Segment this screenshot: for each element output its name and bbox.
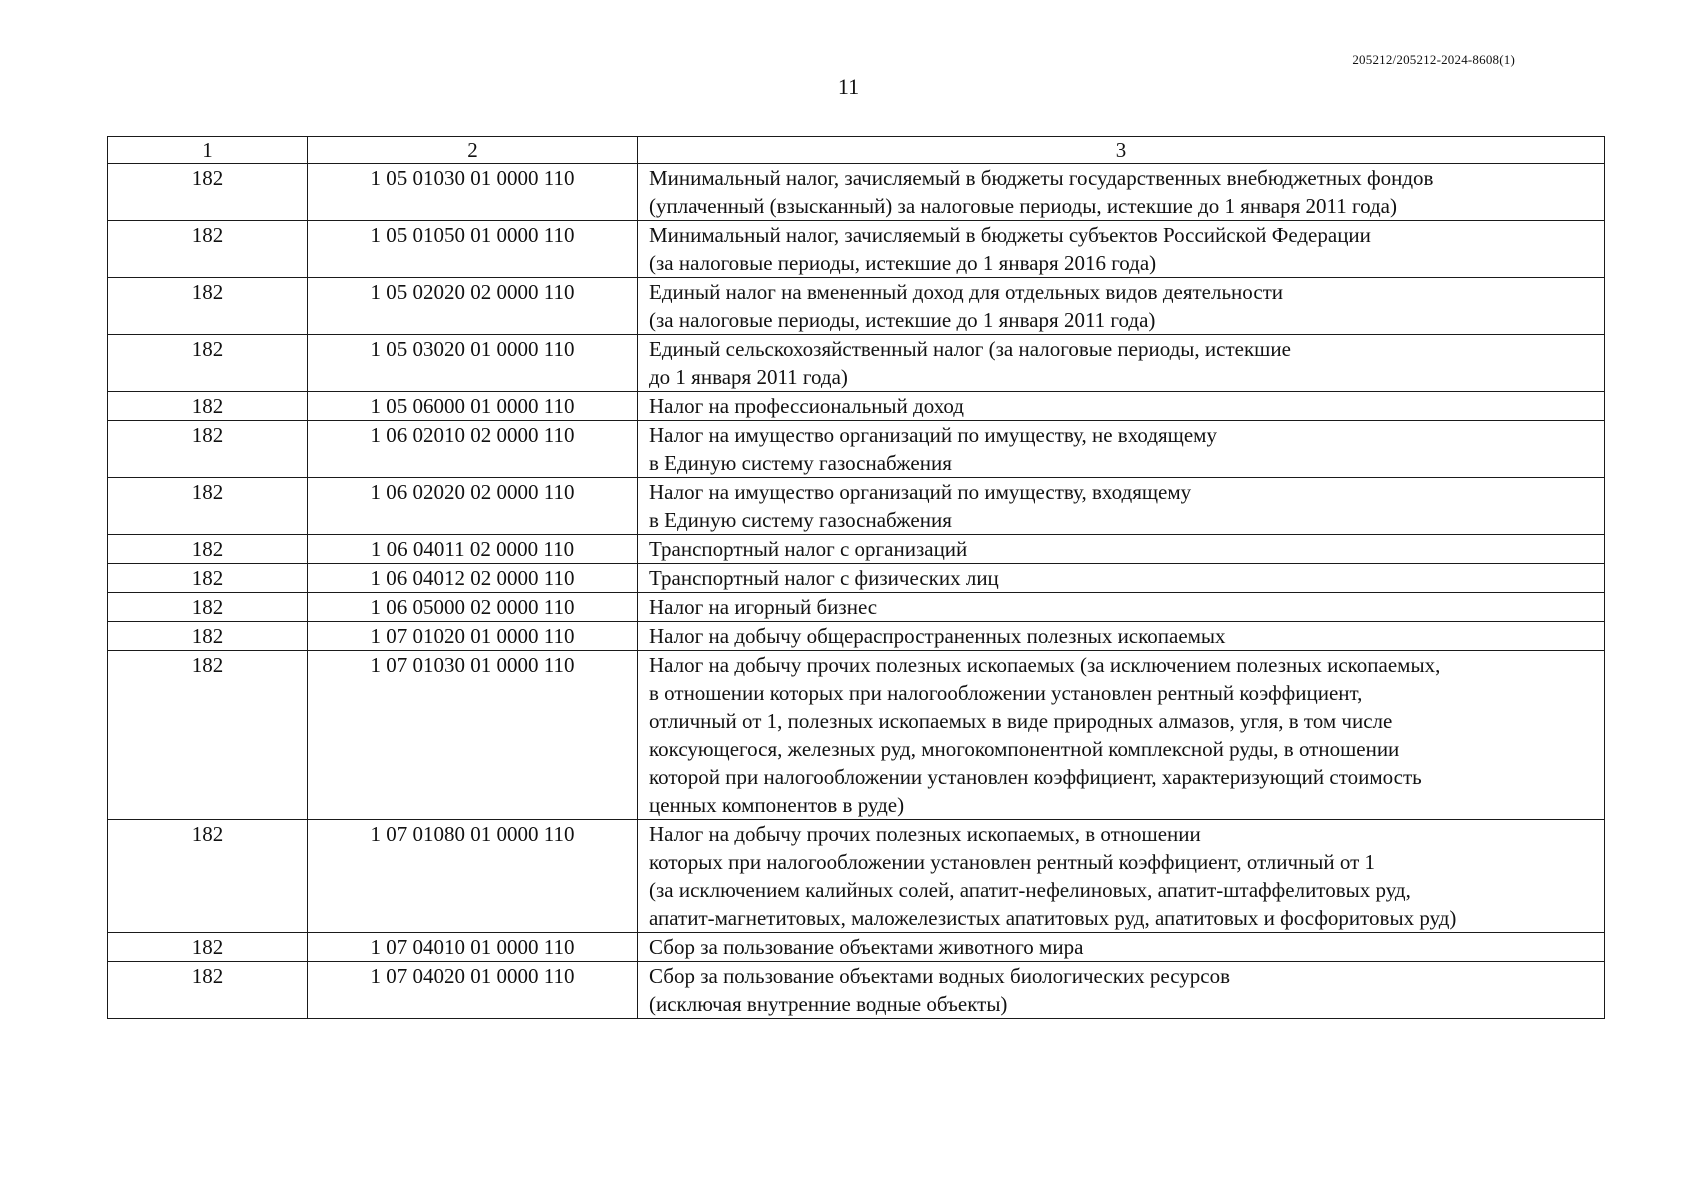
revenue-name-cell [638, 651, 1605, 820]
revenue-name-cell [638, 478, 1605, 535]
revenue-name-cell [638, 535, 1605, 564]
revenue-name-line: (исключая внутренние водные объекты) [649, 992, 1008, 1016]
revenue-name-line: Налог на игорный бизнес [649, 595, 878, 619]
admin-code-cell: 182 [108, 478, 308, 535]
revenue-name-cell [638, 820, 1605, 933]
table-row [108, 221, 1605, 278]
revenue-name-cell [638, 278, 1605, 335]
table-row [108, 392, 1605, 421]
revenue-name-line: Сбор за пользование объектами водных биологических ресурсов [649, 964, 1231, 988]
revenue-name-line: (за налоговые периоды, истекшие до 1 января 2016 года) [649, 251, 1157, 275]
column-header-1: 1 [108, 137, 308, 164]
revenue-name-line: Единый сельскохозяйственный налог (за налоговые периоды, истекшие [649, 337, 1291, 361]
kbk-code-cell: 1 05 06000 01 0000 110 [308, 392, 638, 421]
revenue-name-line: которой при налогообложении установлен коэффициент, характеризующий стоимость [649, 765, 1422, 789]
table-row [108, 933, 1605, 962]
revenue-name-line: в Единую систему газоснабжения [649, 508, 952, 532]
kbk-code-cell: 1 07 04020 01 0000 110 [308, 962, 638, 1019]
header-row [108, 137, 1605, 164]
table-row [108, 535, 1605, 564]
admin-code-cell: 182 [108, 962, 308, 1019]
table-row [108, 564, 1605, 593]
revenue-name-cell [638, 933, 1605, 962]
kbk-code-cell: 1 05 03020 01 0000 110 [308, 335, 638, 392]
kbk-code-cell: 1 06 02020 02 0000 110 [308, 478, 638, 535]
revenue-name-cell [638, 421, 1605, 478]
table-row [108, 278, 1605, 335]
kbk-code-cell: 1 07 01030 01 0000 110 [308, 651, 638, 820]
admin-code-cell: 182 [108, 535, 308, 564]
kbk-code-cell: 1 05 01030 01 0000 110 [308, 164, 638, 221]
kbk-code-cell: 1 05 02020 02 0000 110 [308, 278, 638, 335]
revenue-name-line: отличный от 1, полезных ископаемых в виде природных алмазов, угля, в том числе [649, 709, 1393, 733]
revenue-name-cell [638, 164, 1605, 221]
kbk-code-cell: 1 07 01020 01 0000 110 [308, 622, 638, 651]
admin-code-cell: 182 [108, 622, 308, 651]
table-body [108, 164, 1605, 1019]
table-row [108, 478, 1605, 535]
admin-code-cell: 182 [108, 593, 308, 622]
admin-code-cell: 182 [108, 392, 308, 421]
table-row [108, 164, 1605, 221]
document-id: 205212/205212-2024-8608(1) [1352, 52, 1515, 67]
admin-code-cell: 182 [108, 564, 308, 593]
revenue-name-line: Минимальный налог, зачисляемый в бюджеты государственных внебюджетных фондов [649, 166, 1434, 190]
revenue-name-line: Транспортный налог с физических лиц [649, 566, 999, 590]
admin-code-cell: 182 [108, 820, 308, 933]
admin-code-cell: 182 [108, 335, 308, 392]
revenue-name-line: Сбор за пользование объектами животного мира [649, 935, 1084, 959]
admin-code-cell: 182 [108, 933, 308, 962]
revenue-name-line: Налог на профессиональный доход [649, 394, 964, 418]
kbk-code-cell: 1 07 01080 01 0000 110 [308, 820, 638, 933]
admin-code-cell: 182 [108, 278, 308, 335]
revenue-name-line: апатит-магнетитовых, маложелезистых апатитовых руд, апатитовых и фосфоритовых руд) [649, 906, 1457, 930]
table-row [108, 962, 1605, 1019]
revenue-name-cell [638, 564, 1605, 593]
column-header-2: 2 [308, 137, 638, 164]
revenue-name-line: Налог на добычу общераспространенных полезных ископаемых [649, 624, 1226, 648]
revenue-name-line: в отношении которых при налогообложении установлен рентный коэффициент, [649, 681, 1363, 705]
revenue-name-cell [638, 221, 1605, 278]
table-row [108, 421, 1605, 478]
kbk-code-cell: 1 06 05000 02 0000 110 [308, 593, 638, 622]
table-row [108, 651, 1605, 820]
revenue-name-cell [638, 335, 1605, 392]
revenue-name-line: Минимальный налог, зачисляемый в бюджеты субъектов Российской Федерации [649, 223, 1371, 247]
table-header [108, 137, 1605, 164]
admin-code-cell: 182 [108, 421, 308, 478]
revenue-name-line: Налог на добычу прочих полезных ископаемых, в отношении [649, 822, 1201, 846]
admin-code-cell: 182 [108, 164, 308, 221]
kbk-code-cell: 1 06 02010 02 0000 110 [308, 421, 638, 478]
revenue-name-line: Транспортный налог с организаций [649, 537, 968, 561]
revenue-name-line: Налог на имущество организаций по имуществу, входящему [649, 480, 1192, 504]
revenue-name-line: которых при налогообложении установлен рентный коэффициент, отличный от 1 [649, 850, 1375, 874]
revenue-name-line: коксующегося, железных руд, многокомпонентной комплексной руды, в отношении [649, 737, 1400, 761]
table-row [108, 820, 1605, 933]
page-number: 11 [837, 74, 860, 99]
table-row [108, 593, 1605, 622]
revenue-name-line: (за налоговые периоды, истекшие до 1 января 2011 года) [649, 308, 1156, 332]
revenue-name-line: в Единую систему газоснабжения [649, 451, 952, 475]
revenue-name-line: (уплаченный (взысканный) за налоговые периоды, истекшие до 1 января 2011 года) [649, 194, 1397, 218]
revenue-name-cell [638, 593, 1605, 622]
admin-code-cell: 182 [108, 221, 308, 278]
table-row [108, 335, 1605, 392]
kbk-code-cell: 1 06 04011 02 0000 110 [308, 535, 638, 564]
revenue-name-line: (за исключением калийных солей, апатит-нефелиновых, апатит-штаффелитовых руд, [649, 878, 1411, 902]
revenue-name-cell [638, 962, 1605, 1019]
tax-codes-table [107, 136, 1605, 1019]
kbk-code-cell: 1 05 01050 01 0000 110 [308, 221, 638, 278]
revenue-name-cell [638, 392, 1605, 421]
revenue-name-line: Налог на добычу прочих полезных ископаемых (за исключением полезных ископаемых, [649, 653, 1441, 677]
column-header-3: 3 [638, 137, 1605, 164]
kbk-code-cell: 1 06 04012 02 0000 110 [308, 564, 638, 593]
kbk-code-cell: 1 07 04010 01 0000 110 [308, 933, 638, 962]
revenue-name-cell [638, 622, 1605, 651]
revenue-name-line: Налог на имущество организаций по имуществу, не входящему [649, 423, 1217, 447]
revenue-name-line: ценных компонентов в руде) [649, 793, 905, 817]
admin-code-cell: 182 [108, 651, 308, 820]
revenue-name-line: до 1 января 2011 года) [649, 365, 848, 389]
table-row [108, 622, 1605, 651]
revenue-name-line: Единый налог на вмененный доход для отдельных видов деятельности [649, 280, 1284, 304]
